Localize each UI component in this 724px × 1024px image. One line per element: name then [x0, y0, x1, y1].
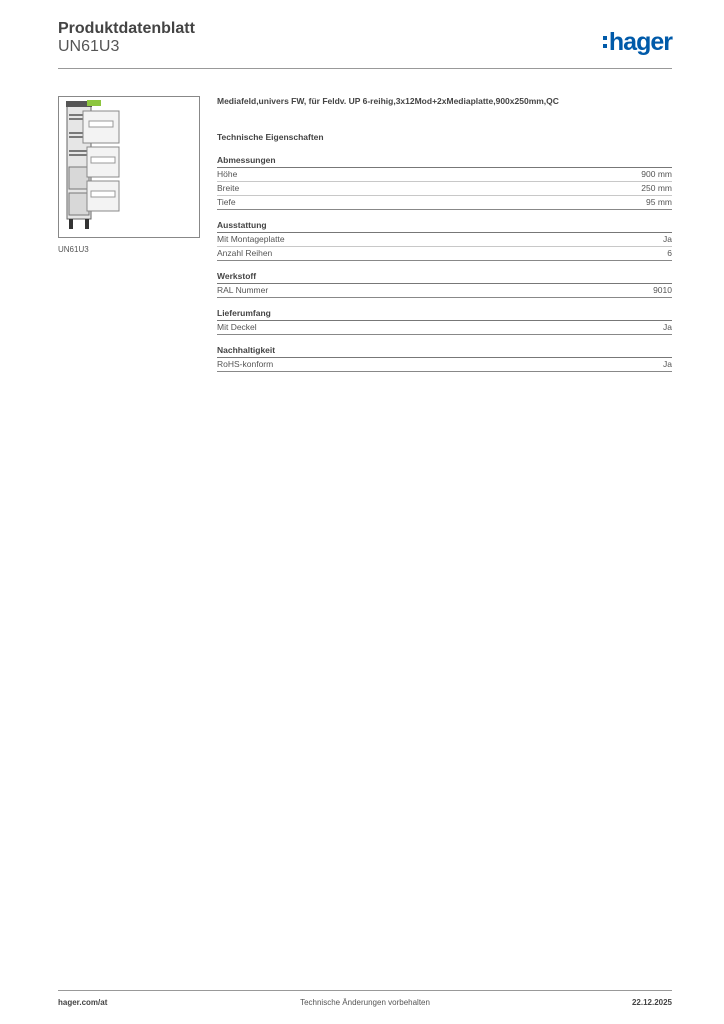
property-group-title: Abmessungen	[217, 154, 672, 168]
property-label: Mit Deckel	[217, 322, 257, 332]
property-groups	[217, 154, 672, 372]
property-label: Breite	[217, 183, 240, 193]
property-group	[217, 344, 672, 372]
property-group-title: Werkstoff	[217, 270, 672, 284]
property-label: Tiefe	[217, 197, 236, 207]
footer-website: hager.com/at	[58, 998, 108, 1007]
logo-text: hager	[608, 28, 672, 56]
property-row	[217, 168, 672, 182]
property-label: RAL Nummer	[217, 285, 269, 295]
property-group	[217, 219, 672, 261]
section-heading: Technische Eigenschaften	[217, 132, 324, 142]
property-row	[217, 247, 672, 261]
product-details	[217, 96, 672, 381]
property-value: 95 mm	[646, 197, 672, 207]
property-group-title: Nachhaltigkeit	[217, 344, 672, 358]
property-value: Ja	[663, 359, 672, 369]
property-group-title: Ausstattung	[217, 219, 672, 233]
product-description: Mediafeld,univers FW, für Feldv. UP 6-reihig,3x12Mod+2xMediaplatte,900x250mm,QC	[217, 96, 559, 106]
property-value: 250 mm	[641, 183, 672, 193]
logo-mark-icon	[603, 31, 607, 53]
property-value: 9010	[653, 285, 672, 295]
property-row	[217, 358, 672, 372]
property-label: Anzahl Reihen	[217, 248, 273, 258]
footer-divider	[58, 990, 672, 991]
header-divider	[58, 68, 672, 69]
property-value: 6	[667, 248, 672, 258]
product-image	[58, 96, 200, 238]
property-label: Höhe	[217, 169, 238, 179]
document-title: Produktdatenblatt	[58, 20, 195, 37]
page-header	[58, 20, 672, 68]
property-row	[217, 196, 672, 210]
document-subtitle: UN61U3	[58, 38, 120, 55]
property-row	[217, 284, 672, 298]
hager-logo	[603, 28, 672, 56]
product-image-caption: UN61U3	[58, 245, 89, 254]
property-row	[217, 321, 672, 335]
property-row	[217, 233, 672, 247]
property-group-title: Lieferumfang	[217, 307, 672, 321]
property-value: Ja	[663, 322, 672, 332]
property-row	[217, 182, 672, 196]
enclosure-illustration-icon	[59, 97, 199, 237]
property-label: RoHS-konform	[217, 359, 274, 369]
property-group	[217, 307, 672, 335]
property-group	[217, 154, 672, 210]
property-label: Mit Montageplatte	[217, 234, 285, 244]
property-value: 900 mm	[641, 169, 672, 179]
footer-date: 22.12.2025	[631, 998, 672, 1007]
property-value: Ja	[663, 234, 672, 244]
footer-note: Technische Änderungen vorbehalten	[300, 998, 430, 1007]
property-group	[217, 270, 672, 298]
